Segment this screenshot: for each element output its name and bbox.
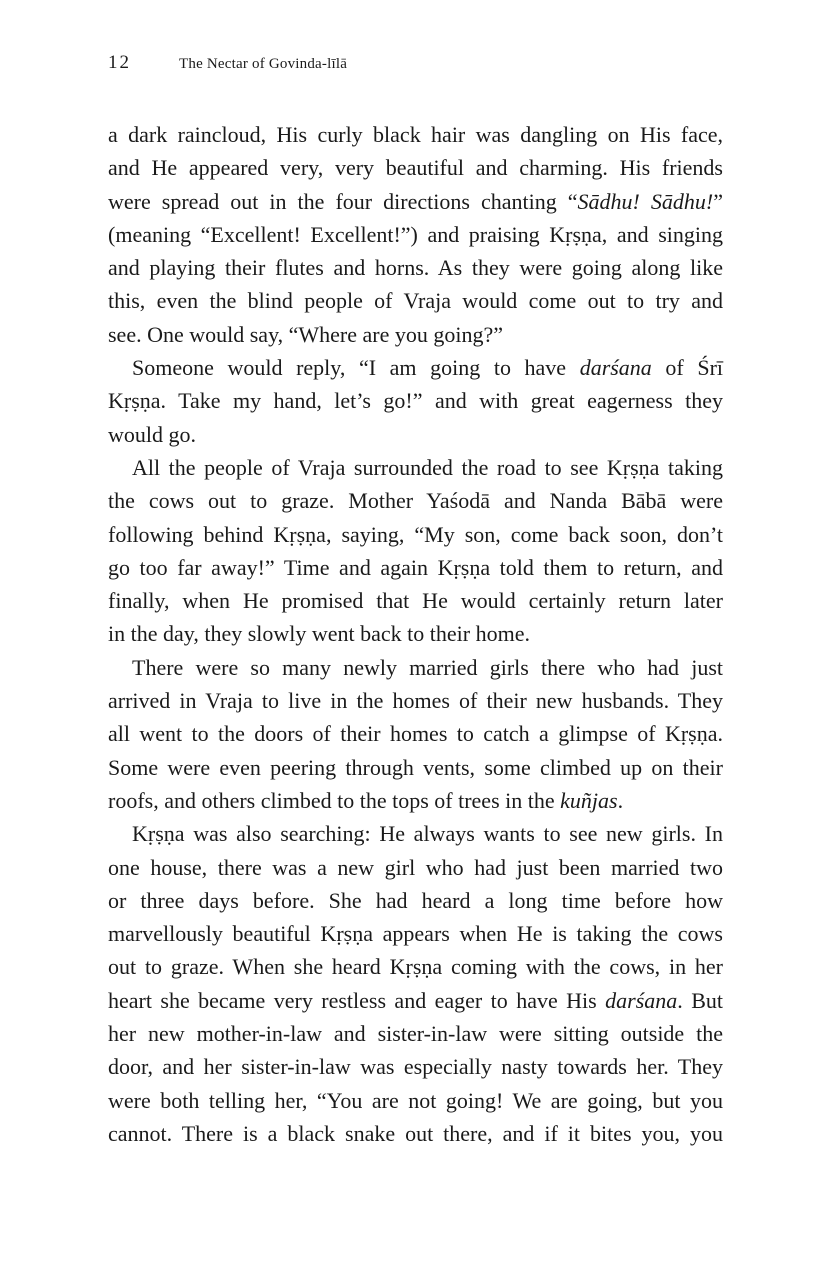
text-line <box>108 784 723 817</box>
text-line: see. One would say, “Where are you going?” <box>108 321 504 347</box>
text-line: go too far away!” Time and again Kṛṣṇa told them to return, and <box>108 554 723 580</box>
text-line: door, and her sister-in-law was especially nasty towards her. They <box>108 1054 723 1080</box>
text-line: this, even the blind people of Vraja would come out to try and <box>108 288 723 314</box>
paragraph-1 <box>108 118 723 351</box>
text-line: All the people of Vraja surrounded the road to see Kṛṣṇa taking <box>132 454 723 480</box>
italic-term: darśana <box>605 987 678 1013</box>
text-line: would go. <box>108 421 196 447</box>
text-line: and playing their flutes and horns. As they were going along like <box>108 255 723 281</box>
italic-term: kuñjas <box>560 787 618 813</box>
text-line: Kṛṣṇa. Take my hand, let’s go!” and with great eagerness they <box>108 388 723 414</box>
page-number: 12 <box>108 52 131 73</box>
italic-term: Sādhu! Sādhu! <box>577 188 714 214</box>
text-line <box>108 984 723 1017</box>
text-line: her new mother-in-law and sister-in-law were sitting outside the <box>108 1021 723 1047</box>
text-line: or three days before. She had heard a long time before how <box>108 887 723 913</box>
book-page <box>108 52 723 1150</box>
text-span: roofs, and others climbed to the tops of trees in the <box>108 787 561 813</box>
text-line: There were so many newly married girls there who had just <box>132 654 723 680</box>
text-line: all went to the doors of their homes to catch a glimpse of Kṛṣṇa. <box>108 721 723 747</box>
text-line: the cows out to graze. Mother Yaśodā and Nanda Bābā were <box>108 488 723 514</box>
text-line: (meaning “Excellent! Excellent!”) and praising Kṛṣṇa, and singing <box>108 221 723 247</box>
text-span: were spread out in the four directions chanting “ <box>108 188 578 214</box>
text-line: in the day, they slowly went back to their home. <box>108 621 530 647</box>
text-span: of Śrī <box>651 355 724 381</box>
text-line: a dark raincloud, His curly black hair was dangling on His face, <box>108 122 723 147</box>
body-text <box>108 118 723 1150</box>
text-line <box>108 351 723 384</box>
text-span: heart she became very restless and eager to have His <box>108 987 606 1013</box>
text-line: and He appeared very, very beautiful and charming. His friends <box>108 155 723 181</box>
paragraph-5 <box>108 817 723 1150</box>
text-line: following behind Kṛṣṇa, saying, “My son, come back soon, don’t <box>108 521 723 547</box>
text-line: finally, when He promised that He would certainly return later <box>108 588 723 614</box>
paragraph-4 <box>108 651 723 817</box>
text-span: . But <box>677 987 723 1013</box>
text-span: ” <box>713 188 724 214</box>
italic-term: darśana <box>579 355 652 381</box>
paragraph-2 <box>108 351 723 451</box>
text-line: were both telling her, “You are not going! We are going, but you <box>108 1087 723 1113</box>
text-line: one house, there was a new girl who had just been married two <box>108 854 723 880</box>
paragraph-3 <box>108 451 723 651</box>
text-line: marvellously beautiful Kṛṣṇa appears when He is taking the cows <box>108 921 723 947</box>
text-line: out to graze. When she heard Kṛṣṇa coming with the cows, in her <box>108 954 723 980</box>
text-line: Some were even peering through vents, some climbed up on their <box>108 754 723 780</box>
text-line: cannot. There is a black snake out there, and if it bites you, you <box>108 1120 723 1146</box>
text-line <box>108 185 723 218</box>
running-head <box>108 52 723 88</box>
text-line: arrived in Vraja to live in the homes of their new husbands. They <box>108 688 723 714</box>
text-span: Someone would reply, “I am going to have <box>132 355 580 381</box>
text-span: . <box>617 787 624 813</box>
text-line: Kṛṣṇa was also searching: He always wants to see new girls. In <box>132 821 723 847</box>
book-title: The Nectar of Govinda-līlā <box>179 56 348 72</box>
